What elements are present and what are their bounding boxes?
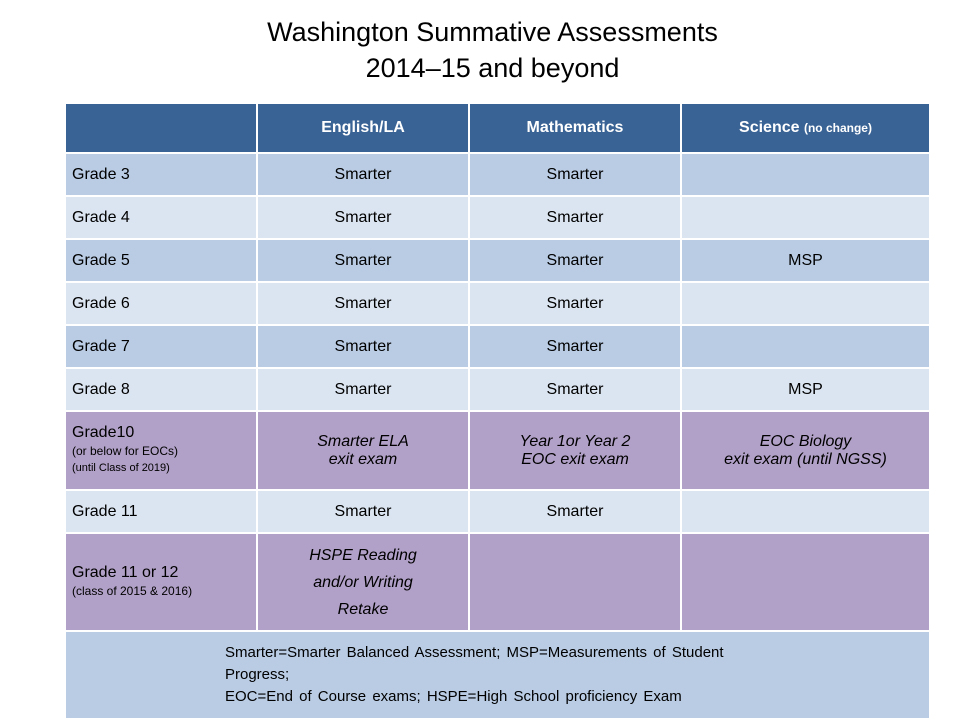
table-row bbox=[65, 282, 930, 325]
grade-cell: Grade 11 bbox=[65, 490, 257, 533]
footnote bbox=[225, 642, 865, 708]
science-cell bbox=[681, 196, 930, 239]
grade11or12-label: Grade 11 or 12 bbox=[72, 564, 179, 581]
header-science-label: Science bbox=[739, 119, 800, 136]
footnote-line-2: Progress; bbox=[225, 666, 290, 683]
science-cell bbox=[681, 325, 930, 368]
table-row-grade10 bbox=[65, 411, 930, 490]
grade10-subnote-2: (until Class of 2019) bbox=[72, 462, 170, 474]
math-cell: Smarter bbox=[469, 153, 681, 196]
english-cell: Smarter bbox=[257, 239, 469, 282]
table-row bbox=[65, 490, 930, 533]
grade10-label: Grade10 bbox=[72, 424, 135, 441]
header-science-note: (no change) bbox=[803, 121, 872, 135]
science-cell bbox=[681, 153, 930, 196]
header-science bbox=[681, 103, 930, 153]
math-line-1: Year 1or Year 2 bbox=[519, 432, 631, 450]
math-cell: Smarter bbox=[469, 239, 681, 282]
table-header-row bbox=[65, 103, 930, 153]
science-line-1: EOC Biology bbox=[759, 432, 852, 450]
table-row bbox=[65, 153, 930, 196]
footnote-line-3: EOC=End of Course exams; HSPE=High School proficiency Exam bbox=[225, 688, 682, 705]
english-cell: Smarter bbox=[257, 368, 469, 411]
math-cell: Smarter bbox=[469, 196, 681, 239]
science-cell bbox=[681, 282, 930, 325]
grade-cell: Grade 7 bbox=[65, 325, 257, 368]
table-footnote-row bbox=[65, 631, 930, 719]
title-line-2: 2014–15 and beyond bbox=[365, 53, 620, 83]
science-cell bbox=[681, 490, 930, 533]
grade-cell: Grade 8 bbox=[65, 368, 257, 411]
grade-cell bbox=[65, 533, 257, 631]
header-english: English/LA bbox=[257, 103, 469, 153]
english-line-2: exit exam bbox=[328, 450, 398, 468]
science-cell: MSP bbox=[681, 239, 930, 282]
grade10-subnote-1: (or below for EOCs) bbox=[72, 444, 179, 458]
math-line-2: EOC exit exam bbox=[521, 450, 629, 468]
table-row bbox=[65, 368, 930, 411]
grade-cell: Grade 4 bbox=[65, 196, 257, 239]
english-line-2: and/or Writing bbox=[313, 573, 413, 591]
math-cell bbox=[469, 411, 681, 490]
english-cell: Smarter bbox=[257, 490, 469, 533]
science-cell bbox=[681, 533, 930, 631]
science-cell: MSP bbox=[681, 368, 930, 411]
table-row bbox=[65, 196, 930, 239]
english-cell bbox=[257, 533, 469, 631]
science-cell bbox=[681, 411, 930, 490]
grade-cell: Grade 5 bbox=[65, 239, 257, 282]
math-cell: Smarter bbox=[469, 490, 681, 533]
math-cell: Smarter bbox=[469, 368, 681, 411]
math-cell: Smarter bbox=[469, 282, 681, 325]
footnote-line-1: Smarter=Smarter Balanced Assessment; MSP=Measurements of Student bbox=[225, 644, 724, 661]
english-line-1: HSPE Reading bbox=[309, 546, 417, 564]
assessment-table bbox=[64, 102, 931, 720]
english-line-1: Smarter ELA bbox=[317, 432, 409, 450]
title-line-1: Washington Summative Assessments bbox=[267, 17, 718, 47]
science-line-2: exit exam (until NGSS) bbox=[724, 450, 887, 468]
english-cell: Smarter bbox=[257, 325, 469, 368]
table-row-grade11or12 bbox=[65, 533, 930, 631]
page-title bbox=[0, 14, 960, 86]
math-cell bbox=[469, 533, 681, 631]
header-math: Mathematics bbox=[469, 103, 681, 153]
grade-cell: Grade 6 bbox=[65, 282, 257, 325]
grade-cell bbox=[65, 411, 257, 490]
english-cell: Smarter bbox=[257, 196, 469, 239]
grade11or12-subnote: (class of 2015 & 2016) bbox=[72, 584, 193, 598]
english-cell: Smarter bbox=[257, 153, 469, 196]
english-line-3: Retake bbox=[337, 600, 389, 618]
header-blank bbox=[65, 103, 257, 153]
table-row bbox=[65, 239, 930, 282]
table-row bbox=[65, 325, 930, 368]
footnote-cell bbox=[65, 631, 930, 719]
math-cell: Smarter bbox=[469, 325, 681, 368]
english-cell: Smarter bbox=[257, 282, 469, 325]
english-cell bbox=[257, 411, 469, 490]
grade-cell: Grade 3 bbox=[65, 153, 257, 196]
